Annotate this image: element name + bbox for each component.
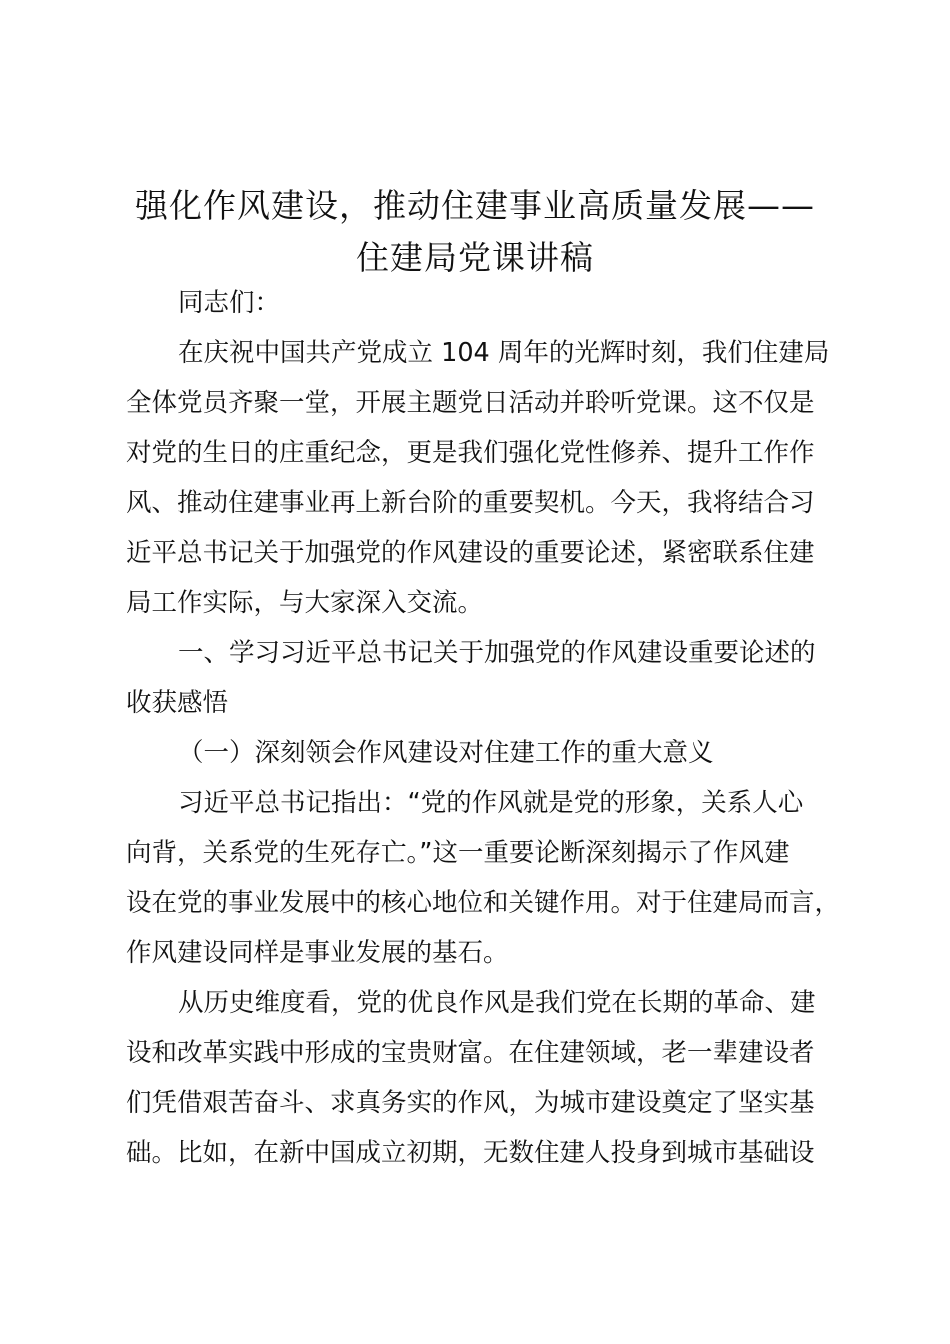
paragraph-line: 向背，关系党的生死存亡。”这一重要论断深刻揭示了作风建	[126, 838, 790, 868]
salutation: 同志们：	[178, 288, 281, 318]
paragraph-line: 础。比如，在新中国成立初期，无数住建人投身到城市基础设	[126, 1138, 815, 1168]
paragraph-line: 习近平总书记指出：“党的作风就是党的形象，关系人心	[178, 788, 804, 818]
paragraph-line: 们凭借艰苦奋斗、求真务实的作风，为城市建设奠定了坚实基	[126, 1088, 815, 1118]
document-title-line-2: 住建局党课讲稿	[356, 238, 594, 277]
paragraph-line: 设在党的事业发展中的核心地位和关键作用。对于住建局而言，	[126, 888, 841, 918]
paragraph-line: 近平总书记关于加强党的作风建设的重要论述，紧密联系住建	[126, 538, 815, 568]
paragraph-line: 对党的生日的庄重纪念，更是我们强化党性修养、提升工作作	[126, 438, 815, 468]
section-heading-line: 收获感悟	[126, 688, 229, 718]
paragraph-line: 作风建设同样是事业发展的基石。	[126, 938, 509, 968]
section-heading-line: 一、学习习近平总书记关于加强党的作风建设重要论述的	[178, 638, 816, 668]
paragraph-line: 风、推动住建事业再上新台阶的重要契机。今天，我将结合习	[126, 488, 815, 518]
paragraph-line: 从历史维度看，党的优良作风是我们党在长期的革命、建	[178, 988, 816, 1018]
paragraph-line: 全体党员齐聚一堂，开展主题党日活动并聆听党课。这不仅是	[126, 388, 815, 418]
paragraph-line: 局工作实际，与大家深入交流。	[126, 588, 484, 618]
document-title-line-1: 强化作风建设，推动住建事业高质量发展——	[135, 186, 815, 225]
paragraph-line: 在庆祝中国共产党成立 104 周年的光辉时刻，我们住建局	[178, 338, 830, 368]
subsection-heading: （一）深刻领会作风建设对住建工作的重大意义	[178, 738, 714, 768]
paragraph-line: 设和改革实践中形成的宝贵财富。在住建领域，老一辈建设者	[126, 1038, 815, 1068]
